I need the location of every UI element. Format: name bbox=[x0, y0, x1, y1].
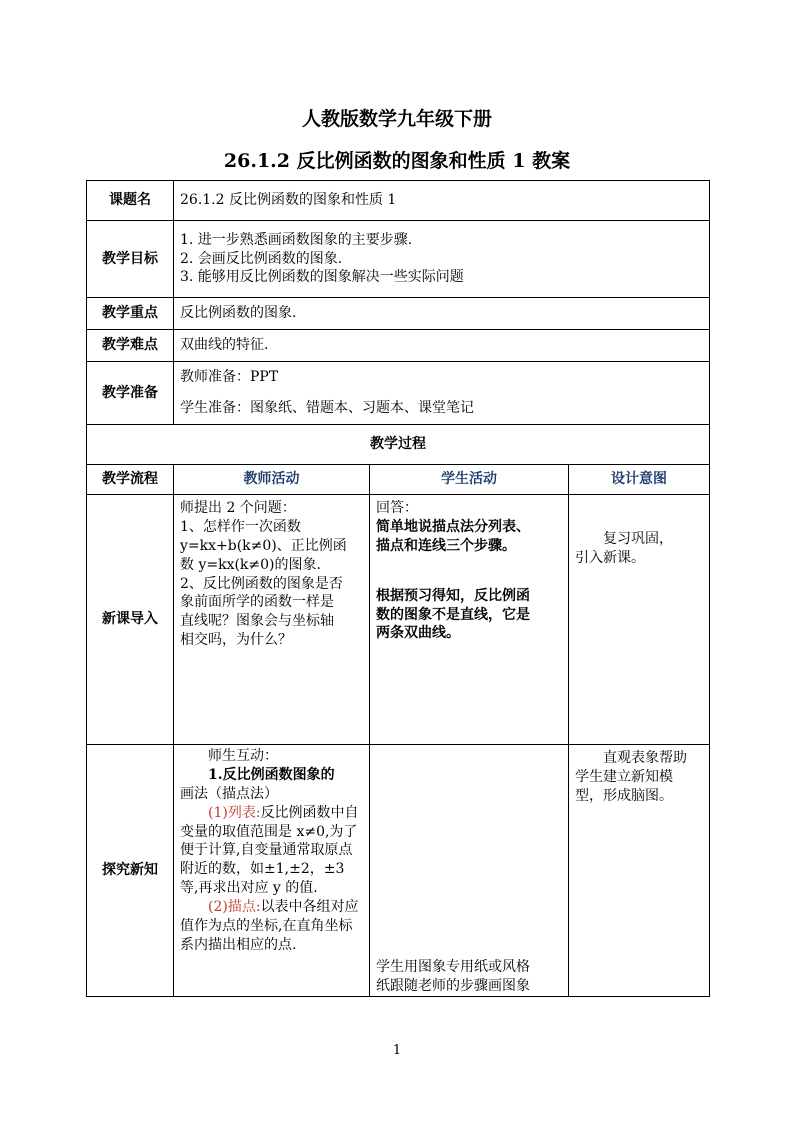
teacher-line: 师提出 2 个问题： bbox=[180, 500, 296, 516]
goals-row bbox=[87, 221, 710, 298]
intent-line: 直观表象帮助 bbox=[603, 750, 687, 766]
teacher-line: 1、怎样作一次函数 bbox=[180, 518, 301, 535]
intro-label: 新课导入 bbox=[87, 495, 174, 745]
process-header-row bbox=[87, 425, 710, 465]
student-line: 两条双曲线。 bbox=[376, 625, 460, 642]
topic-label: 课题名 bbox=[87, 181, 174, 221]
teacher-intro: 师生互动： bbox=[208, 748, 278, 764]
difficulty-row bbox=[87, 330, 710, 362]
intro-student-activity bbox=[370, 495, 569, 745]
student-line: 根据预习得知，反比例函 bbox=[376, 587, 530, 604]
page-number: 1 bbox=[392, 1043, 402, 1058]
step2-tag: (2)描点: bbox=[208, 899, 261, 916]
intro-design-intent bbox=[569, 495, 710, 745]
intent-line: 复习巩固， bbox=[603, 531, 673, 547]
explore-row bbox=[87, 745, 710, 997]
lesson-title: 26.1.2 反比例函数的图象和性质 1 教案 bbox=[223, 150, 571, 172]
explore-label: 探究新知 bbox=[87, 745, 174, 997]
intro-teacher-activity bbox=[174, 495, 370, 745]
key-point-row bbox=[87, 298, 710, 330]
column-student: 学生活动 bbox=[370, 465, 569, 495]
goal-item: 2. 会画反比例函数的图象. bbox=[180, 250, 343, 267]
student-line: 纸跟随老师的步骤画图象 bbox=[376, 978, 530, 995]
lesson-plan-table bbox=[86, 180, 710, 997]
student-answer-label: 回答： bbox=[376, 500, 418, 516]
student-preparation: 学生准备：图象纸、错题本、习题本、课堂笔记 bbox=[180, 400, 474, 416]
method-heading: 1.反比例函数图象的 bbox=[208, 766, 335, 783]
spacer bbox=[575, 499, 703, 530]
preparation-label: 教学准备 bbox=[87, 362, 174, 425]
goal-item: 1. 进一步熟悉画函数图象的主要步骤. bbox=[180, 231, 413, 248]
intent-line: 学生建立新知模 bbox=[575, 768, 673, 785]
student-line: 数的图象不是直线，它是 bbox=[376, 606, 530, 623]
teacher-line: y=kx+b(k≠0)、正比例函 bbox=[180, 537, 347, 554]
method-heading-cont: 画法（描点法） bbox=[180, 785, 278, 802]
goals-list bbox=[174, 221, 710, 298]
teacher-line: 数 y=kx(k≠0)的图象. bbox=[180, 556, 321, 573]
goal-item: 3. 能够用反比例函数的图象解决一些实际问题 bbox=[180, 269, 464, 286]
column-flow: 教学流程 bbox=[87, 465, 174, 495]
step-plot-points bbox=[180, 898, 363, 955]
step1-text: 反比例函数中自变量的取值范围是 x≠0,为了便于计算,自变量通常取原点附近的数，如±1,±2，±3 等,再求出对应 y 的值. bbox=[180, 804, 359, 897]
column-intent: 设计意图 bbox=[569, 465, 710, 495]
intent-line: 引入新课。 bbox=[575, 549, 645, 566]
intro-row bbox=[87, 495, 710, 745]
process-columns-row bbox=[87, 465, 710, 495]
step-list-table bbox=[180, 804, 363, 898]
teacher-line: 直线呢？图象会与坐标轴 bbox=[180, 613, 334, 630]
key-point-label: 教学重点 bbox=[87, 298, 174, 330]
difficulty-label: 教学难点 bbox=[87, 330, 174, 362]
intent-line: 型，形成脑图。 bbox=[575, 787, 673, 804]
preparation-row bbox=[87, 362, 710, 425]
step1-tag: (1)列表: bbox=[208, 804, 261, 821]
preparation-value bbox=[174, 362, 710, 425]
student-line: 简单地说描点法分列表、 bbox=[376, 518, 530, 535]
student-line: 学生用图象专用纸或风格 bbox=[376, 959, 530, 976]
goals-label: 教学目标 bbox=[87, 221, 174, 298]
topic-value: 26.1.2 反比例函数的图象和性质 1 bbox=[174, 181, 710, 221]
explore-student-activity bbox=[370, 745, 569, 997]
topic-row bbox=[87, 181, 710, 221]
difficulty-value: 双曲线的特征. bbox=[174, 330, 710, 362]
column-teacher: 教师活动 bbox=[174, 465, 370, 495]
key-point-value: 反比例函数的图象. bbox=[174, 298, 710, 330]
teacher-line: 象前面所学的函数一样是 bbox=[180, 594, 334, 611]
teacher-preparation: 教师准备：PPT bbox=[180, 369, 279, 385]
step2-text: 以表中各组对应值作为点的坐标,在直角坐标系内描出相应的点. bbox=[180, 899, 359, 953]
spacer bbox=[376, 556, 562, 587]
explore-teacher-activity bbox=[174, 745, 370, 997]
explore-design-intent bbox=[569, 745, 710, 997]
student-line: 描点和连线三个步骤。 bbox=[376, 537, 516, 554]
process-header: 教学过程 bbox=[87, 425, 710, 465]
teacher-line: 2、反比例函数的图象是否 bbox=[180, 575, 343, 592]
document-title: 人教版数学九年级下册 bbox=[301, 108, 492, 130]
teacher-line: 相交吗，为什么？ bbox=[180, 632, 292, 649]
